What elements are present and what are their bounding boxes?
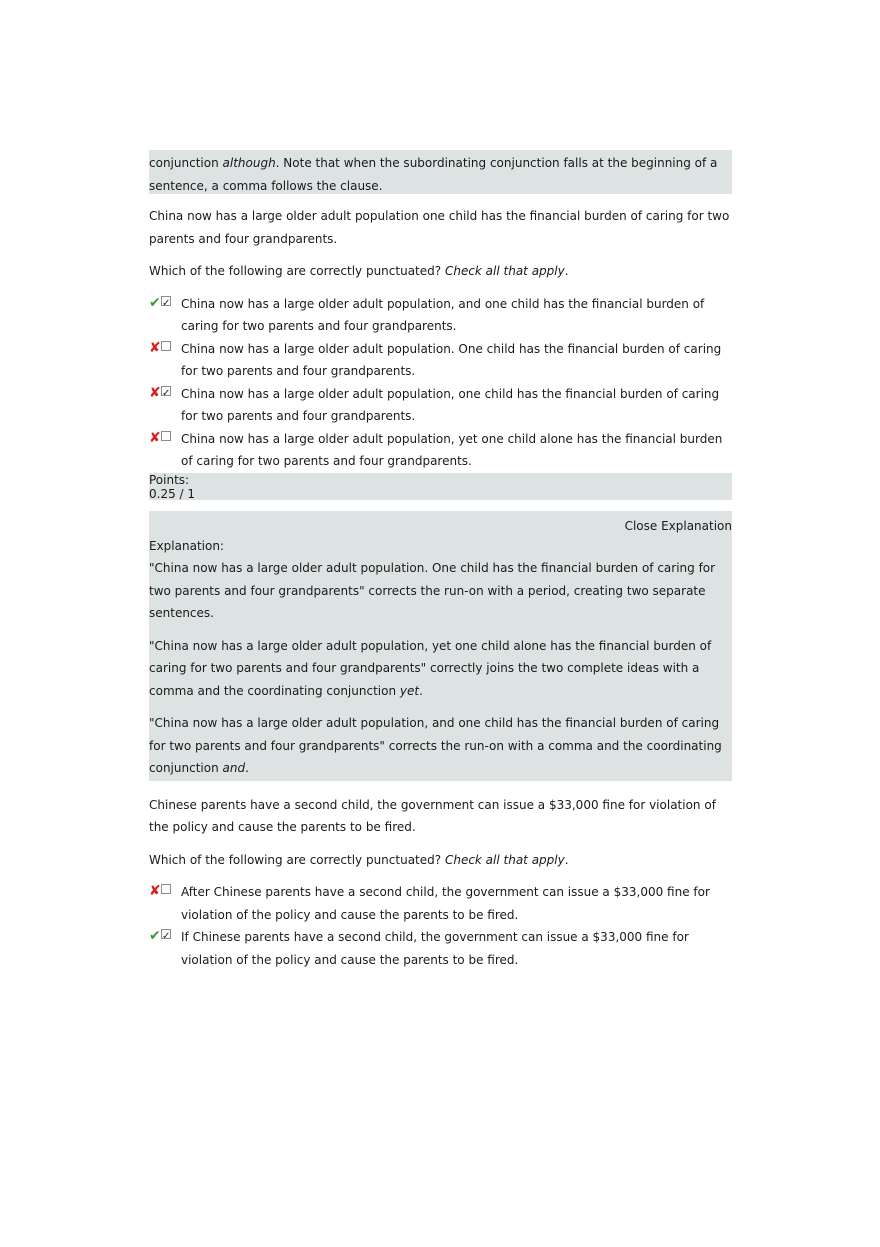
intro-text: conjunction (149, 156, 223, 170)
previous-explanation-tail (149, 150, 732, 194)
intro-emphasis: although (222, 156, 276, 170)
quiz-page (149, 150, 732, 971)
answer-option (149, 338, 732, 383)
prompt-emphasis: Check all that apply (444, 264, 565, 278)
x-mark-icon: ✘ (149, 429, 161, 446)
option-marks (149, 385, 177, 401)
option-text: After Chinese parents have a second child, the government can issue a $33,000 fine for violation of the policy and cause the parents to be fired. (181, 885, 710, 922)
option-checkbox[interactable] (161, 929, 171, 942)
explanation-paragraph (149, 635, 732, 703)
explanation-paragraph (149, 712, 732, 780)
explanation-text: "China now has a large older adult population, and one child has the financial burden of caring for two parents and four grandparents" corrects the run-on with a comma and the coordinating conjunction (149, 716, 722, 775)
explanation-panel (149, 511, 732, 781)
explanation-emphasis: yet (399, 683, 420, 698)
intro-paragraph (149, 152, 732, 197)
intro-text-end: . Note that when the subordinating conjunction falls at the beginning of a sentence, a comma follows the clause. (149, 156, 718, 193)
explanation-end: . (419, 683, 423, 698)
checkbox-tick-icon: ✓ (162, 387, 171, 399)
x-mark-icon: ✘ (149, 384, 161, 401)
option-marks (149, 928, 177, 944)
question-2-sentence: Chinese parents have a second child, the government can issue a $33,000 fine for violation of the policy and cause the parents to be fired. (149, 797, 716, 834)
option-marks (149, 430, 177, 446)
prompt-end: . (564, 264, 569, 278)
checkbox-tick-icon: ✓ (162, 297, 171, 309)
explanation-text: "China now has a large older adult population, yet one child alone has the financial burden of caring for two parents and four grandparents" correctly joins the two complete ideas with a comma and the coordinating conjunction (149, 638, 712, 698)
option-marks (149, 883, 177, 899)
checkbox-tick-icon: ✓ (162, 931, 171, 942)
answer-option (149, 881, 732, 926)
checkmark-icon: ✔ (149, 294, 161, 311)
question-1-sentence: China now has a large older adult population one child has the financial burden of caring for two parents and four grandparents. (149, 209, 730, 246)
option-text: China now has a large older adult population, one child has the financial burden of caring for two parents and four grandparents. (181, 386, 720, 423)
question-2-prompt (149, 849, 732, 872)
prompt-end: . (564, 852, 569, 867)
points-value: 0.25 / 1 (149, 486, 196, 501)
option-checkbox[interactable] (161, 296, 171, 309)
option-checkbox[interactable] (161, 884, 171, 894)
x-mark-icon: ✘ (149, 339, 161, 356)
prompt-text: Which of the following are correctly punctuated? (149, 264, 445, 278)
x-mark-icon: ✘ (149, 883, 161, 899)
question-1-options (149, 293, 732, 473)
explanation-paragraph (149, 557, 732, 625)
answer-option (149, 383, 732, 428)
option-marks (149, 295, 177, 311)
explanation-label: Explanation: (149, 538, 224, 553)
option-checkbox[interactable] (161, 341, 171, 351)
explanation-end: . (245, 761, 249, 775)
answer-option (149, 926, 732, 971)
option-checkbox[interactable] (161, 386, 171, 399)
close-explanation-link[interactable]: Close Explanation (624, 518, 732, 533)
points-box (149, 473, 732, 500)
answer-option (149, 428, 732, 473)
question-1-prompt (149, 260, 732, 283)
option-text: China now has a large older adult population, and one child has the financial burden of caring for two parents and four grandparents. (181, 296, 705, 333)
option-marks (149, 340, 177, 356)
option-text: If Chinese parents have a second child, the government can issue a $33,000 fine for violation of the policy and cause the parents to be fired. (181, 930, 689, 967)
option-text: China now has a large older adult population, yet one child alone has the financial burden of caring for two parents and four grandparents. (181, 431, 723, 468)
explanation-emphasis: and (222, 761, 246, 775)
answer-option (149, 293, 732, 338)
option-text: China now has a large older adult population. One child has the financial burden of caring for two parents and four grandparents. (181, 341, 722, 378)
option-checkbox[interactable] (161, 431, 171, 441)
points-label: Points: (149, 472, 190, 487)
explanation-text: "China now has a large older adult population. One child has the financial burden of caring for two parents and four grandparents" corrects the run-on with a period, creating two separate sentences. (149, 561, 716, 620)
prompt-text: Which of the following are correctly punctuated? (149, 852, 445, 867)
question-2-options (149, 881, 732, 971)
prompt-emphasis: Check all that apply (444, 852, 565, 867)
checkmark-icon: ✔ (149, 928, 161, 944)
